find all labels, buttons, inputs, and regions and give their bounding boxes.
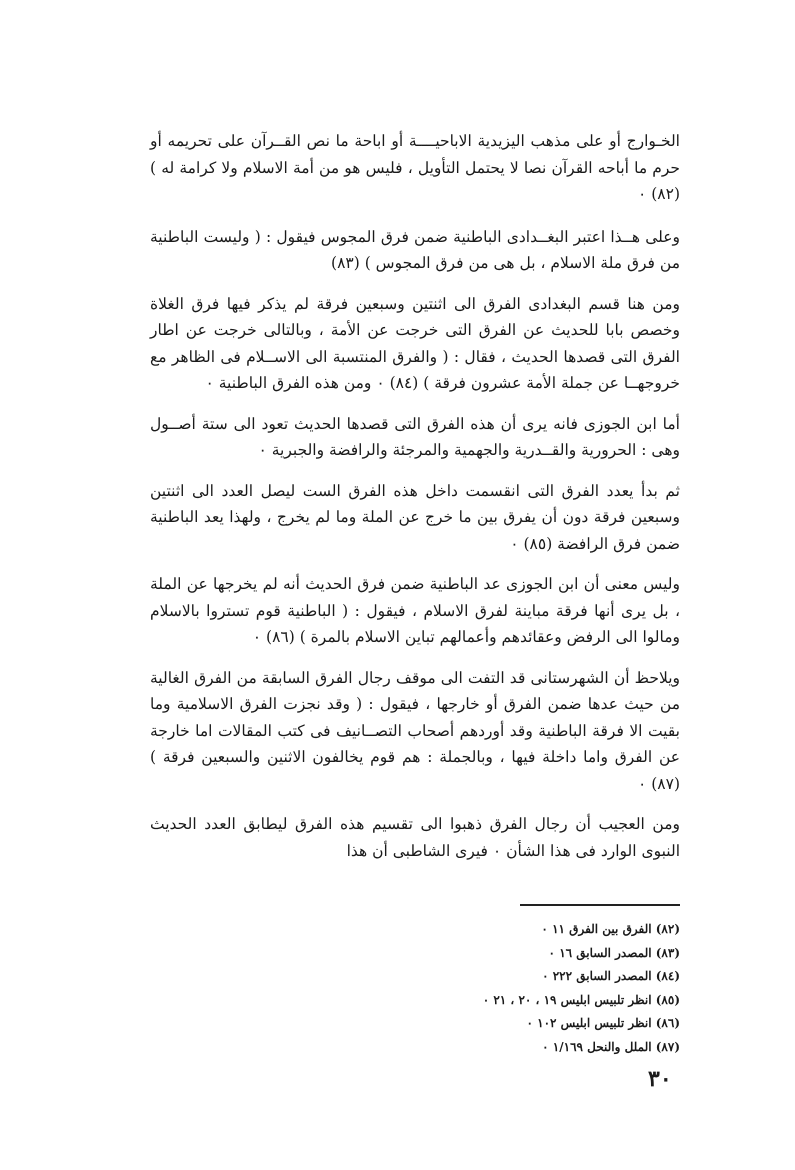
footnote-84: (٨٤) المصدر السابق ٢٢٢ ٠ (542, 969, 680, 983)
footnote-83: (٨٣) المصدر السابق ١٦ ٠ (548, 945, 680, 960)
footnote-82: (٨٢) الفرق بين الفرق ١١ ٠ (541, 922, 680, 936)
paragraph-2: وعلى هــذا اعتبر البغــدادى الباطنية ضمن فرق المجوس فيقول : ( وليست الباطنية من فرق ملة الاسلام ، بل هى من فرق المجوس ) (٨٣) (150, 227, 680, 272)
paragraph-7: ويلاحظ أن الشهرستانى قد التفت الى موقف رجال الفرق السابقة من الفرق الغالية من حيث عدها ضمن الفرق أو خارجها ، فيقول : ( وقد نجزت الفرق الاسلامية وما بقيت الا فرقة الباطنية وقد أوردهم أصحاب التصــانيف فى كتب المقالات اما خارجة عن الفرق واما داخلة فيها ، وبالجملة : هم قوم يخالفون الاثنين والسبعين فرقة ) (٨٧) ٠ (150, 668, 680, 793)
footnote-divider (520, 904, 680, 906)
paragraph-6: وليس معنى أن ابن الجوزى عد الباطنية ضمن فرق الحديث أنه لم يخرجها عن الملة ، بل يرى أنها فرقة مباينة لفرق الاسلام ، فيقول : ( الباطنية قوم تستروا بالاسلام ومالوا الى الرفض وعقائدهم وأعمالهم تباين الاسلام بالمرة ) (٨٦) ٠ (150, 575, 680, 646)
main-text (150, 128, 680, 878)
footnotes (260, 918, 680, 1059)
paragraph-1: الخـوارج أو على مذهب اليزيدية الاباحيــــة أو اباحة ما نص القــرآن على تحريمه أو حرم ما أباحه القرآن نصا لا يحتمل التأويل ، فليس هو من أمة الاسلام ولا كرامة له ) (٨٢) ٠ (150, 132, 680, 203)
paragraph-4: أما ابن الجوزى فانه يرى أن هذه الفرق التى قصدها الحديث تعود الى ستة أصــول وهى : الحرورية والقــدرية والجهمية والمرجئة والرافضة والجبرية ٠ (150, 414, 680, 459)
paragraph-5: ثم بدأ يعدد الفرق التى انقسمت داخل هذه الفرق الست ليصل العدد الى اثنتين وسبعين فرقة دون أن يفرق بين ما خرج عن الملة وما لم يخرج ، ولهذا يعد الباطنية ضمن فرق الرافضة (٨٥) ٠ (150, 481, 680, 553)
paragraph-3: ومن هنا قسم البغدادى الفرق الى اثنتين وسبعين فرقة لم يذكر فيها فرق الغلاة وخصص بابا للحديث عن الفرق التى خرجت عن الأمة ، وبالتالى خرجت عن اطار الفرق التى قصدها الحديث ، فقال : ( والفرق المنتسبة الى الاســلام فى الظاهر مع خروجهــا عن جملة الأمة عشرون فرقة ) (٨٤) ٠ ومن هذه الفرق الباطنية ٠ (150, 294, 680, 392)
footnote-85: (٨٥) انظر تلبيس ابليس ١٩ ، ٢٠ ، ٢١ ٠ (482, 992, 680, 1007)
page-number: ٣٠ (648, 1066, 672, 1092)
footnote-87: (٨٧) الملل والنحل ١/١٦٩ ٠ (542, 1039, 680, 1054)
paragraph-8: ومن العجيب أن رجال الفرق ذهبوا الى تقسيم هذه الفرق ليطابق العدد الحديث النبوى الوارد فى هذا الشأن ٠ فيرى الشاطبى أن هذا (150, 815, 680, 860)
footnote-86: (٨٦) انظر تلبيس ابليس ١٠٢ ٠ (526, 1016, 680, 1030)
